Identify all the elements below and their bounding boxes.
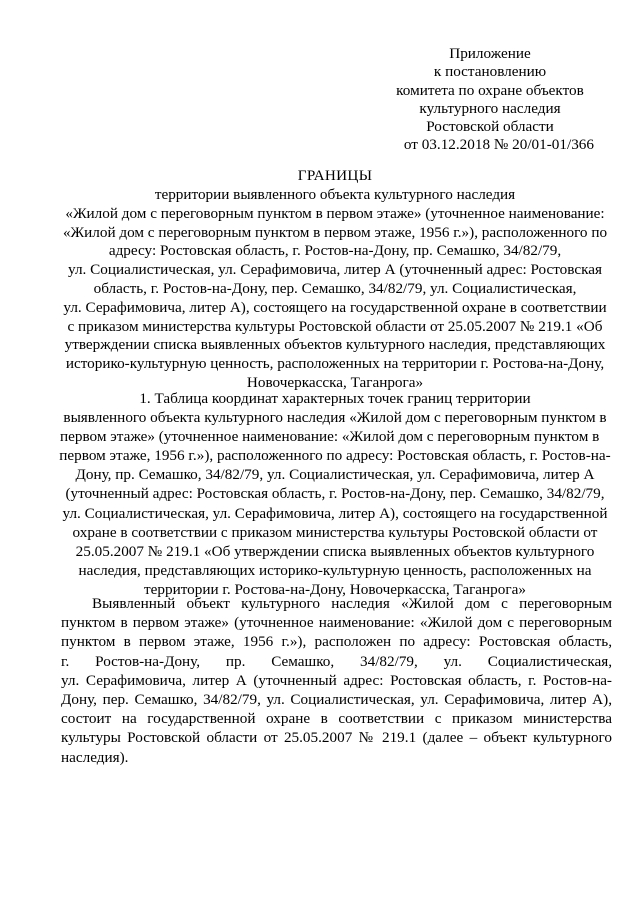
appendix-line: культурного наследия [419,99,561,117]
document-subtitle [55,186,615,393]
appendix-date-line: от 03.12.2018 № 20/01-01/366 [403,136,594,154]
subtitle-line: Новочеркасска, Таганрога» [246,373,424,391]
body-line: культуры Ростовской области от 25.05.2007 № 219.1 (далее – объект культурного [61,729,612,747]
table-heading [55,389,615,599]
table-heading-line: 1. Таблица координат характерных точек границ территории [139,390,531,407]
body-paragraph [61,594,612,767]
table-heading-line: (уточненный адрес: Ростовская область, г. Ростов-на-Дону, пер. Семашко, 34/82/79, [65,485,605,503]
table-heading-line: Дону, пр. Семашко, 34/82/79, ул. Социалистическая, ул. Серафимовича, литер А [75,466,595,484]
appendix-line: Приложение [449,45,531,62]
appendix-line: Ростовской области [426,118,554,136]
table-heading-line: охране в соответствии с приказом министерства культуры Ростовской области от [72,523,598,541]
table-heading-line: первом этаже» (уточненное наименование: «Жилой дом с переговорным пунктом в [60,428,600,446]
subtitle-line: с приказом министерства культуры Ростовской области от 25.05.2007 № 219.1 «Об [67,317,603,335]
document-title: ГРАНИЦЫ [297,167,373,184]
subtitle-line: область, г. Ростов-на-Дону, пер. Семашко, 34/82/79, ул. Социалистическая, [93,279,577,297]
subtitle-line: утверждении списка выявленных объектов культурного наследия, представляющих [64,336,606,354]
subtitle-line: ул. Социалистическая, ул. Серафимовича, литер А (уточненный адрес: Ростовская [68,261,602,279]
appendix-block [380,45,600,155]
appendix-line: к постановлению [433,63,547,81]
body-line: Выявленный объект культурного наследия «Жилой дом с переговорным [92,595,612,612]
appendix-line: комитета по охране объектов [396,81,584,99]
body-line: состоит на государственной охране в соответствии с приказом министерства [61,710,612,728]
table-heading-line: 25.05.2007 № 219.1 «Об утверждении списка выявленных объектов культурного [75,542,595,560]
body-line: г. Ростов-на-Дону, пр. Семашко, 34/82/79, ул. Социалистическая, [61,652,612,670]
body-line: Дону, пер. Семашко, 34/82/79, ул. Социалистическая, ул. Серафимовича, литер А), [61,691,612,709]
table-heading-line: наследия, представляющих историко-культурную ценность, расположенных на [78,561,592,579]
body-line: ул. Серафимовича, литер А (уточненный адрес: Ростовская область, г. Ростов-на- [61,671,612,689]
subtitle-line: «Жилой дом с переговорным пунктом в первом этаже» (уточненное наименование: [65,204,605,222]
table-heading-line: выявленного объекта культурного наследия «Жилой дом с переговорным пунктом в [63,409,607,427]
subtitle-line: территории выявленного объекта культурного наследия [154,186,516,203]
subtitle-line: историко-культурную ценность, расположенных на территории г. Ростова-на-Дону, [65,355,605,373]
subtitle-line: ул. Серафимовича, литер А), состоящего на государственной охране в соответствии [63,298,607,316]
body-line: пунктом в первом этаже» (уточненное наименование: «Жилой дом с переговорным [61,614,612,632]
table-heading-line: первом этаже, 1956 г.»), расположенного по адресу: Ростовская область, г. Ростов-на- [59,447,611,465]
body-line: пунктом в первом этаже, 1956 г.»), расположен по адресу: Ростовская область, [61,633,612,651]
subtitle-line: «Жилой дом с переговорным пунктом в первом этаже, 1956 г.»), расположенного по [62,223,608,241]
table-heading-line: ул. Социалистическая, ул. Серафимовича, литер А), состоящего на государственной [62,504,608,522]
body-line: наследия). [61,748,129,766]
table-heading-line: территории г. Ростова-на-Дону, Новочеркасска, Таганрога» [144,580,526,598]
subtitle-line: адресу: Ростовская область, г. Ростов-на-Дону, пр. Семашко, 34/82/79, [108,242,562,260]
